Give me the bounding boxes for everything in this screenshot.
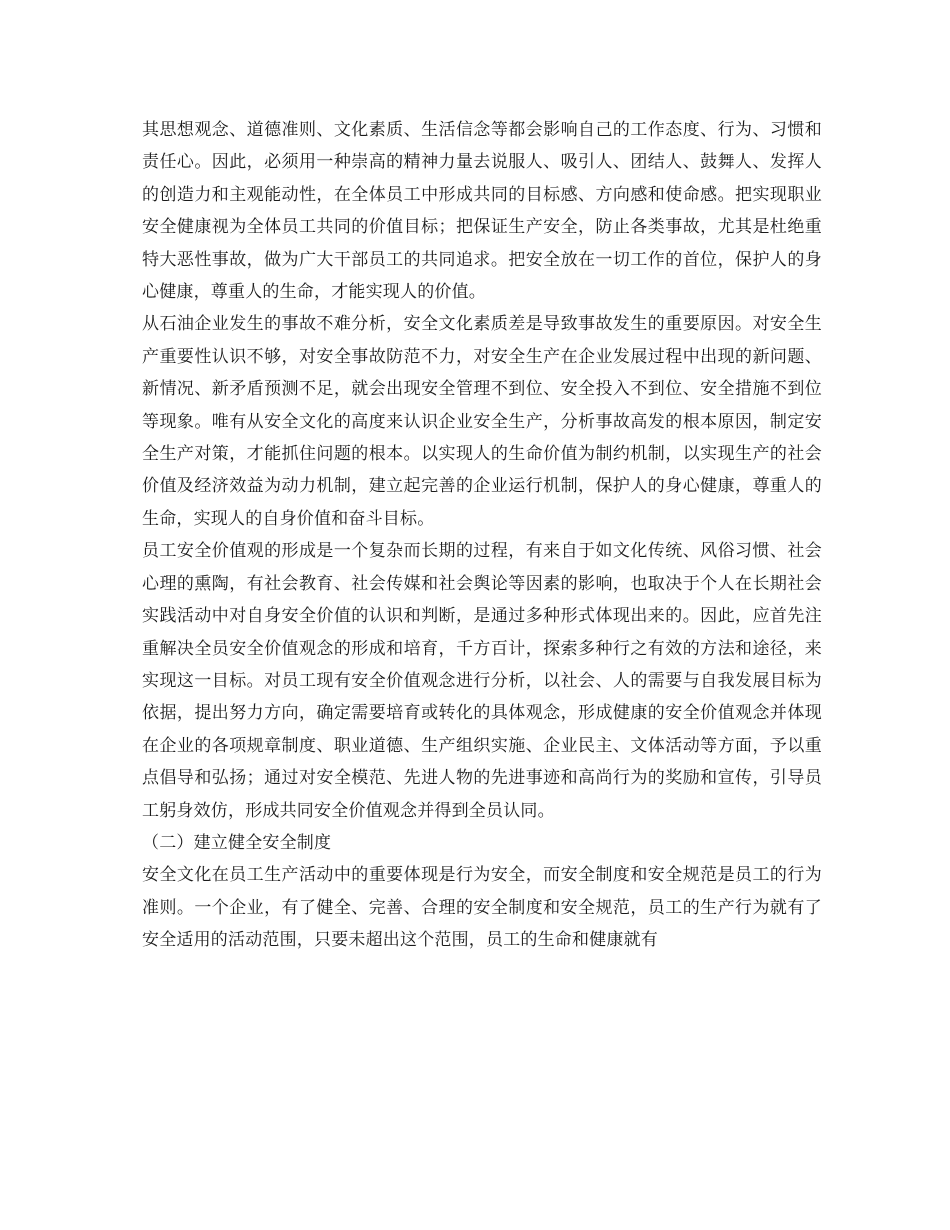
paragraph-accident-analysis: 从石油企业发生的事故不难分析，安全文化素质差是导致事故发生的重要原因。对安全生产重要性认识不够，对安全事故防范不力，对安全生产在企业发展过程中出现的新问题、新情况、新矛盾预测不足，就会出现安全管理不到位、安全投入不到位、安全措施不到位等现象。唯有从安全文化的高度来认识企业安全生产，分析事故高发的根本原因，制定安全生产对策，才能抓住问题的根本。以实现人的生命价值为制约机制，以实现生产的社会价值及经济效益为动力机制，建立起完善的企业运行机制，保护人的身心健康，尊重人的生命，实现人的自身价值和奋斗目标。: [142, 314, 822, 529]
section-heading: （二）建立健全安全制度: [142, 832, 332, 853]
paragraph-safety-values: 员工安全价值观的形成是一个复杂而长期的过程，有来自于如文化传统、风俗习惯、社会心理的熏陶，有社会教育、社会传媒和社会舆论等因素的影响，也取决于个人在长期社会实践活动中对自身安全价值的认识和判断，是通过多种形式体现出来的。因此，应首先注重解决全员安全价值观念的形成和培育，千方百计，探索多种行之有效的方法和途径，来实现这一目标。对员工现有安全价值观念进行分析，以社会、人的需要与自我发展目标为依据，提出努力方向，确定需要培育或转化的具体观念，形成健康的安全价值观念并体现在企业的各项规章制度、职业道德、生产组织实施、企业民主、文体活动等方面，予以重点倡导和弘扬；通过对安全模范、先进人物的先进事迹和高尚行为的奖励和宣传，引导员工躬身效仿，形成共同安全价值观念并得到全员认同。: [142, 541, 822, 821]
paragraph-value-goals: 其思想观念、道德准则、文化素质、生活信念等都会影响自己的工作态度、行为、习惯和责任心。因此，必须用一种崇高的精神力量去说服人、吸引人、团结人、鼓舞人、发挥人的创造力和主观能动性，在全体员工中形成共同的目标感、方向感和使命感。把实现职业安全健康视为全体员工共同的价值目标；把保证生产安全，防止各类事故，尤其是杜绝重特大恶性事故，做为广大干部员工的共同追求。把安全放在一切工作的首位，保护人的身心健康，尊重人的生命，才能实现人的价值。: [142, 120, 822, 303]
paragraph-safety-system: 安全文化在员工生产活动中的重要体现是行为安全，而安全制度和安全规范是员工的行为准则。一个企业，有了健全、完善、合理的安全制度和安全规范，员工的生产行为就有了安全适用的活动范围，只要未超出这个范围，员工的生命和健康就有: [142, 865, 822, 951]
document-body: [142, 114, 822, 957]
